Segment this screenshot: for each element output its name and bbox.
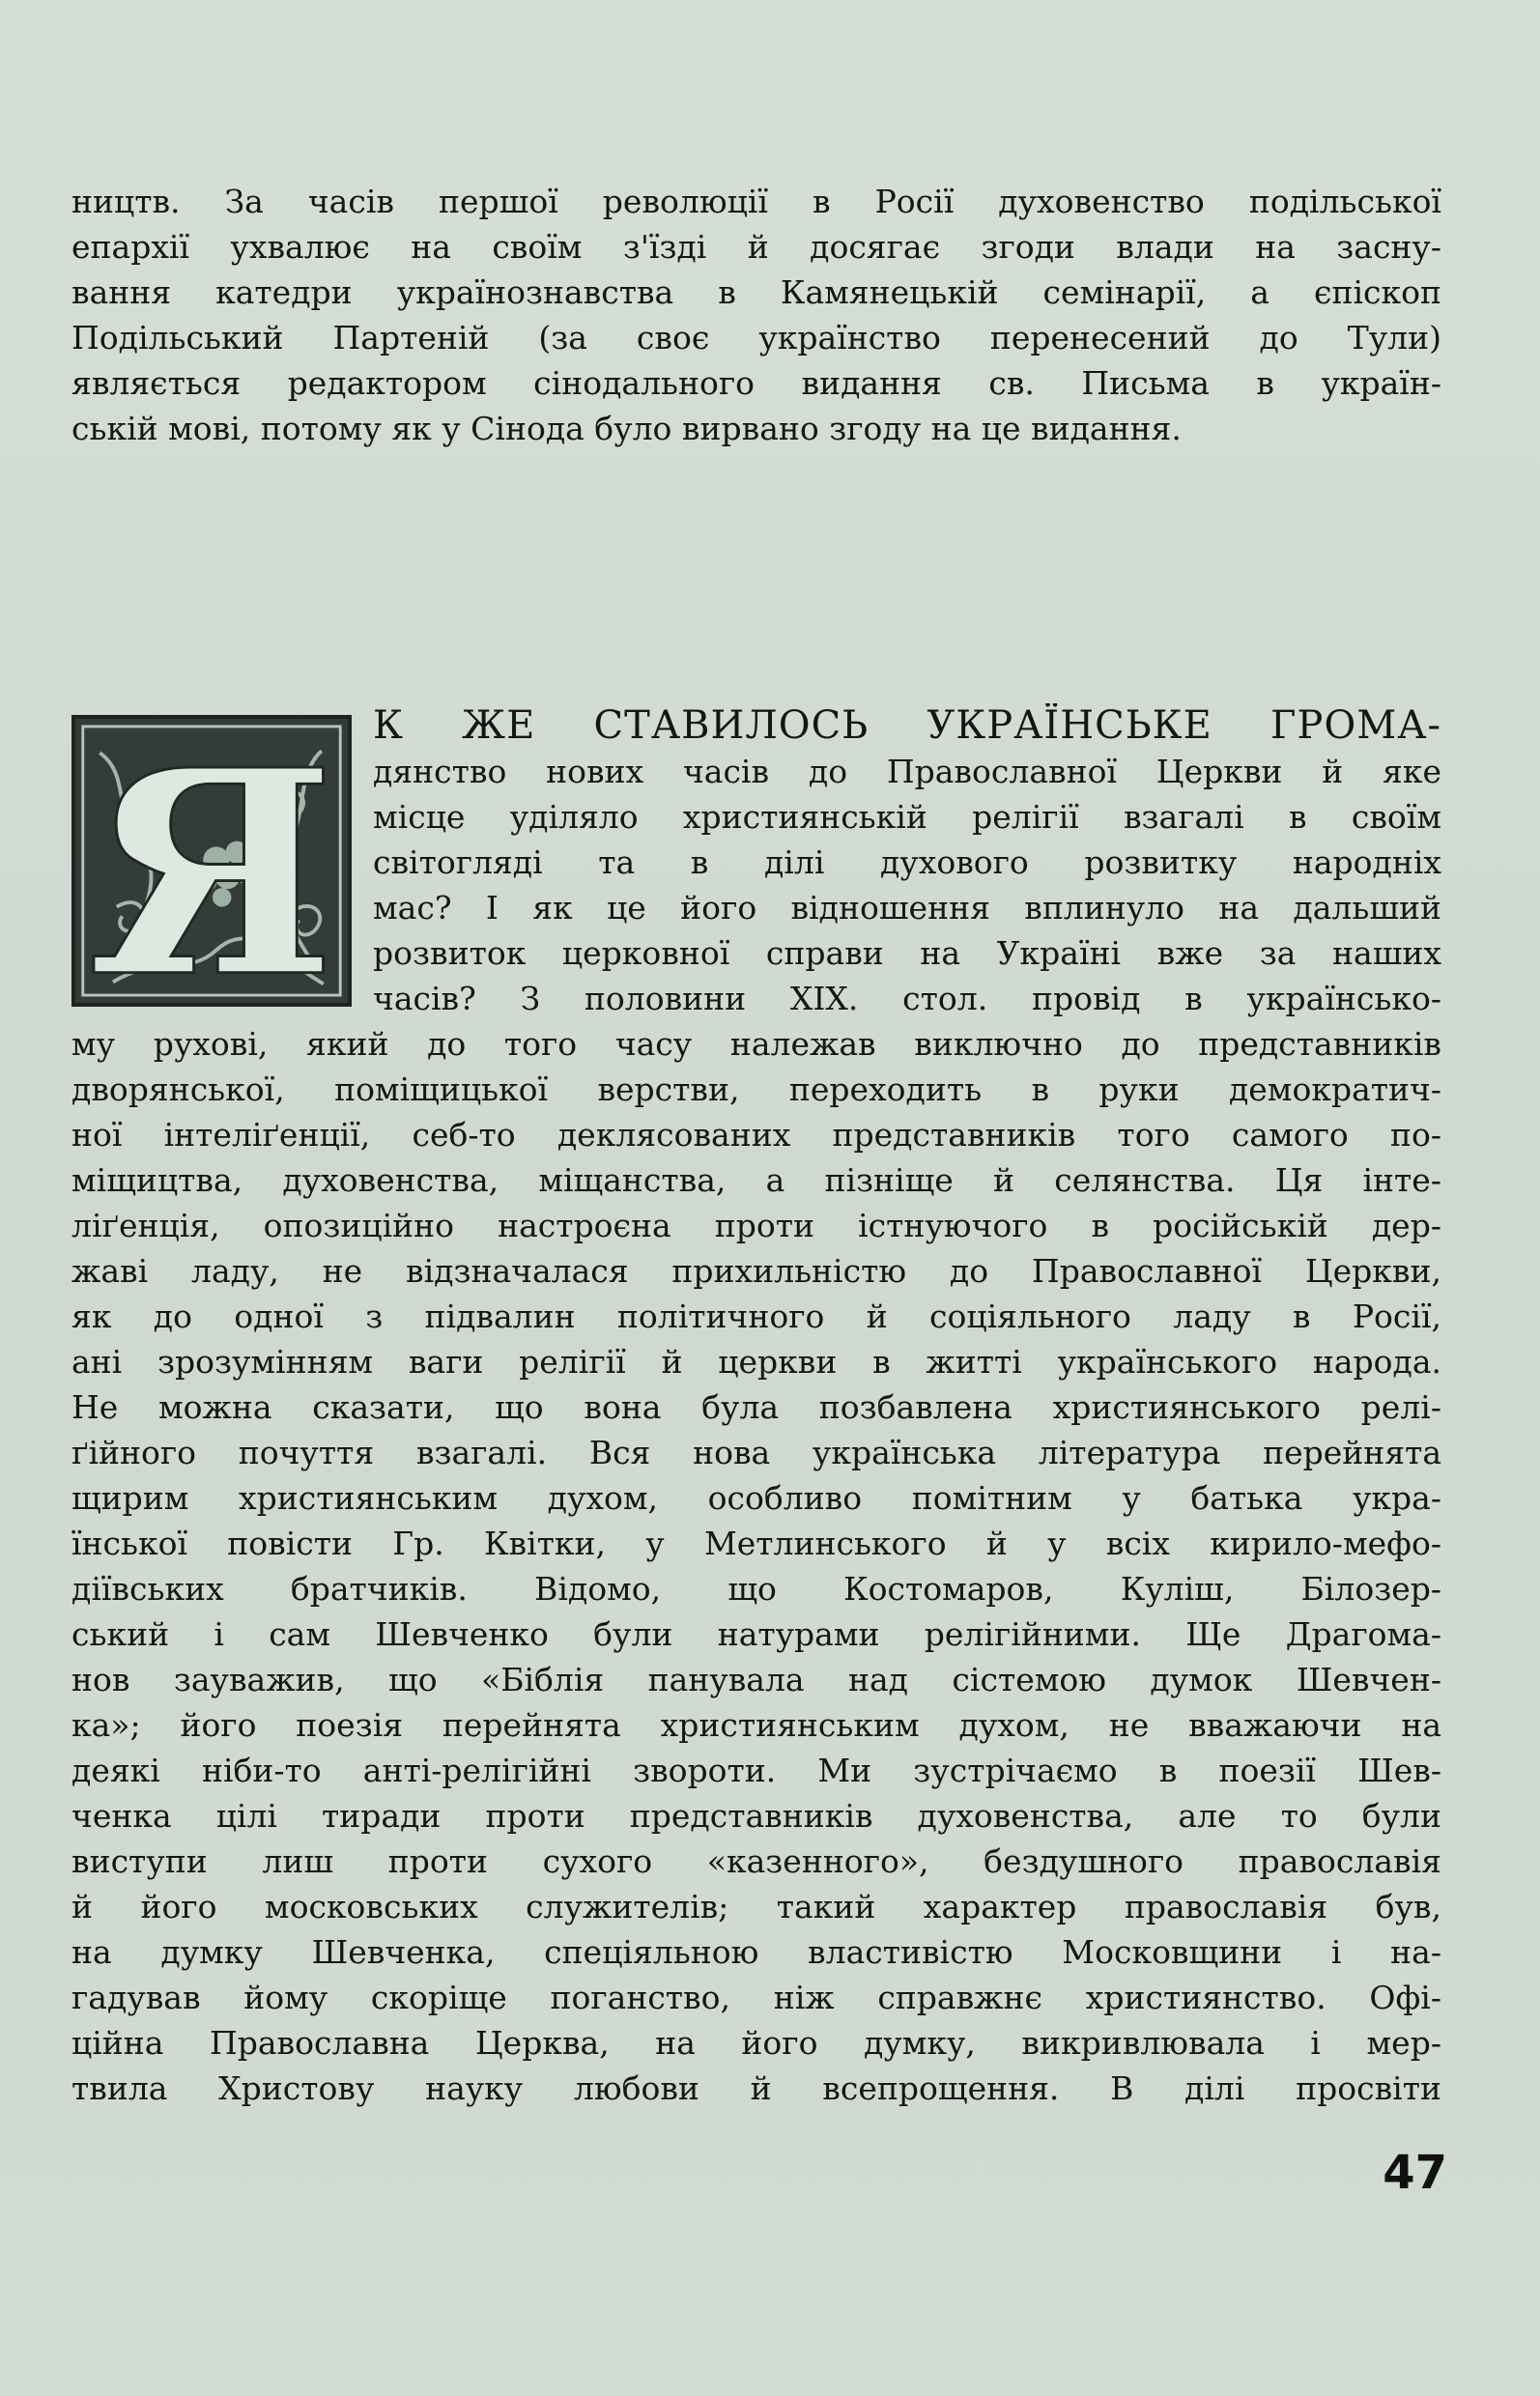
text-line: вання катедри українознавства в Камянецькій семінарії, а єпіскоп (71, 273, 1441, 311)
section-heading-line: К ЖЕ СТАВИЛОСЬ УКРАЇНСЬКЕ ГРОМА- (373, 703, 1441, 748)
text-line: як до одної з підвалин політичного й соціяльного ладу в Росії, (71, 1298, 1441, 1335)
text-line: виступи лиш проти сухого «казенного», бездушного православія (71, 1842, 1441, 1880)
text-line: епархії ухвалює на своїм з'їзді й досягає згоди влади на засну- (71, 228, 1441, 266)
top-paragraph (71, 179, 1441, 451)
text-line: жаві ладу, не відзначалася прихильністю до Православної Церкви, (71, 1252, 1441, 1290)
text-line: ної інтеліґенції, себ-то деклясованих представників того самого по- (71, 1116, 1441, 1154)
text-line: твила Христову науку любови й всепрощення. В ділі просвіти (71, 2069, 1441, 2107)
text-line: ництв. За часів першої революції в Росії духовенство подільської (71, 183, 1441, 220)
text-line: му рухові, який до того часу належав виключно до представників (71, 1025, 1441, 1063)
text-line: міщицтва, духовенства, міщанства, а пізніще й селянства. Ця інте- (71, 1161, 1441, 1199)
text-line: діївських братчиків. Відомо, що Костомаров, Куліш, Білозер- (71, 1570, 1441, 1608)
text-line: нов зауважив, що «Біблія панувала над сістемою думок Шевчен- (71, 1661, 1441, 1698)
page-number: 47 (1383, 2146, 1447, 2200)
text-line: місце уділяло християнській релігії взагалі в своїм (373, 798, 1441, 836)
text-line: ка»; його поезія перейнята християнським духом, не вважаючи на (71, 1706, 1441, 1744)
text-line: часів? З половини XIX. стол. провід в українсько- (373, 980, 1441, 1017)
text-line: світогляді та в ділі духового розвитку народніх (373, 843, 1441, 881)
text-line: мас? І як це його відношення вплинуло на дальший (373, 889, 1441, 927)
text-line: ський і сам Шевченко були натурами релігійними. Ще Драгома- (71, 1615, 1441, 1653)
text-line: ченка цілі тиради проти представників духовенства, але то були (71, 1797, 1441, 1835)
text-line: гадував йому скоріще поганство, ніж справжнє християнство. Офі- (71, 1979, 1441, 2016)
main-paragraph (71, 703, 1441, 2111)
text-line: ційна Православна Церква, на його думку, викривлювала і мер- (71, 2024, 1441, 2062)
text-line: Не можна сказати, що вона була позбавлена християнського релі- (71, 1388, 1441, 1426)
text-line: на думку Шевченка, спеціяльною властивістю Московщини і на- (71, 1933, 1441, 1971)
text-line: їнської повісти Гр. Квітки, у Метлинського й у всіх кирило-мефо- (71, 1525, 1441, 1562)
text-line: щирим християнським духом, особливо помітним у батька укра- (71, 1479, 1441, 1517)
text-line: ґійного почуття взагалі. Вся нова українська література перейнята (71, 1434, 1441, 1471)
text-line: дворянської, поміщицької верстви, переходить в руки демократич- (71, 1070, 1441, 1108)
text-line: деякі ніби-то анті-релігійні звороти. Ми зустрічаємо в поезії Шев- (71, 1752, 1441, 1789)
drop-cap-letter: Я (87, 719, 336, 1003)
text-line: являється редактором сінодального видання св. Письма в україн- (71, 364, 1441, 402)
text-line: Подільський Партеній (за своє українство перенесений до Тули) (71, 319, 1441, 357)
text-line: ліґенція, опозиційно настроєна проти істнуючого в російській дер- (71, 1207, 1441, 1244)
text-line: розвиток церковної справи на Україні вже за наших (373, 934, 1441, 972)
text-line: дянство нових часів до Православної Церкви й яке (373, 753, 1441, 790)
text-line: ані зрозумінням ваги релігії й церкви в житті українського народа. (71, 1343, 1441, 1381)
text-line: й його московських служителів; такий характер православія був, (71, 1888, 1441, 1925)
text-line: ській мові, потому як у Сінода було вирвано згоду на це видання. (71, 410, 1182, 447)
